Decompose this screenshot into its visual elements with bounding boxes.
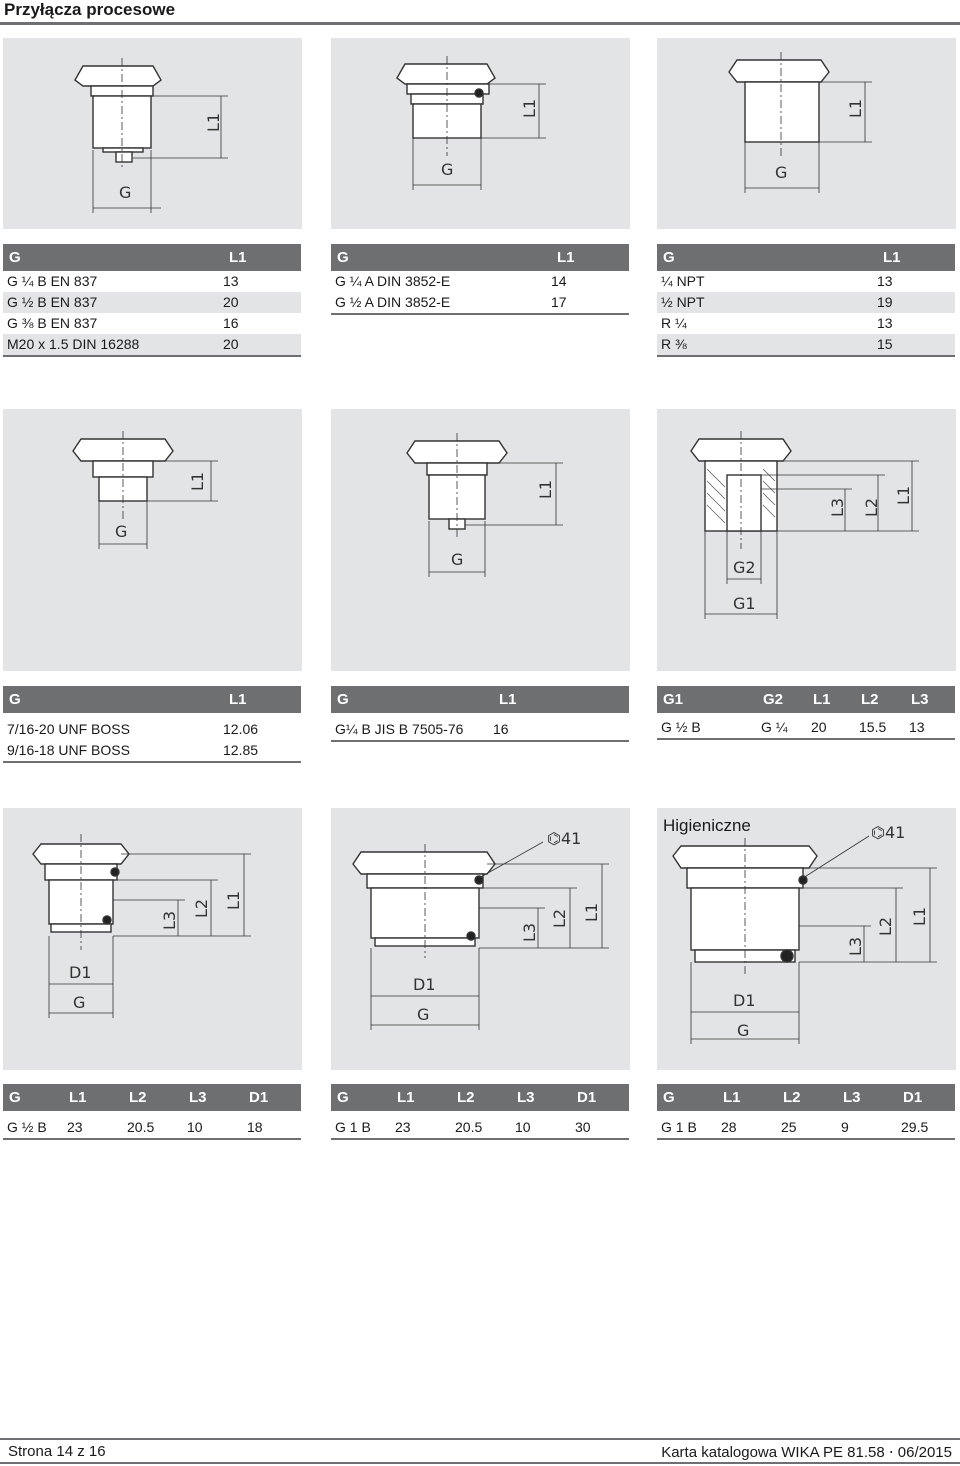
cell: 20 <box>223 334 301 356</box>
cell: G ½ B <box>657 713 757 739</box>
dim-L1: L1 <box>224 890 243 910</box>
col-header: L1 <box>551 244 629 271</box>
table-row <box>657 334 955 356</box>
dim-G: G <box>737 1021 750 1040</box>
cell: 14 <box>551 273 567 289</box>
table-row <box>331 1111 629 1139</box>
col-header: D1 <box>571 1084 629 1111</box>
cell: 23 <box>391 1111 451 1139</box>
col-header: L3 <box>183 1084 243 1111</box>
cell: G ½ B EN 837 <box>3 292 223 313</box>
dim-L3: L3 <box>160 910 179 930</box>
col-header: D1 <box>243 1084 301 1111</box>
dim-L1: L1 <box>188 471 207 491</box>
drawing-8-svg <box>331 808 630 1070</box>
col-header: L1 <box>807 686 855 713</box>
cell: G 1 B <box>331 1111 391 1139</box>
dim-L2: L2 <box>550 908 569 928</box>
dim-G2: G2 <box>733 558 756 577</box>
table-row <box>3 1111 301 1139</box>
drawing-5 <box>331 409 630 671</box>
cell: 29.5 <box>897 1111 955 1139</box>
drawing-2-svg <box>331 38 630 229</box>
col-header: L3 <box>905 686 955 713</box>
drawing-1-svg <box>3 38 302 229</box>
page-number: Strona 14 z 16 <box>8 1443 106 1460</box>
drawing-6 <box>657 409 956 671</box>
cell: 13 <box>223 273 239 289</box>
table-row <box>657 1111 955 1139</box>
drawing-6-svg <box>657 409 956 671</box>
table-3 <box>657 244 955 357</box>
table-row <box>3 292 301 313</box>
cell: 9 <box>837 1111 897 1139</box>
cell: 10 <box>183 1111 243 1139</box>
table-row <box>657 713 955 739</box>
table-row <box>3 334 301 356</box>
table-row <box>657 271 955 292</box>
col-header: L3 <box>837 1084 897 1111</box>
cell: G ½ A DIN 3852-E <box>331 292 551 314</box>
dim-L3: L3 <box>520 922 539 942</box>
cell: ¼ NPT <box>661 273 705 289</box>
col-header: G <box>331 1084 391 1111</box>
dim-L1: L1 <box>582 902 601 922</box>
drawing-7-svg <box>3 808 302 1070</box>
col-header: G <box>331 244 551 271</box>
cell: 7/16-20 UNF BOSS <box>7 721 130 737</box>
col-header: G <box>657 1084 717 1111</box>
cell: 18 <box>243 1111 301 1139</box>
drawing-7 <box>3 808 302 1070</box>
dim-L1: L1 <box>520 98 539 118</box>
cell: 15.5 <box>855 713 905 739</box>
col-header: L2 <box>123 1084 183 1111</box>
col-header: L1 <box>717 1084 777 1111</box>
dim-G: G <box>73 993 86 1012</box>
table-row <box>331 271 629 292</box>
dim-D1: D1 <box>413 975 436 994</box>
cell: 23 <box>63 1111 123 1139</box>
table-row <box>331 713 629 741</box>
col-header: G2 <box>757 686 807 713</box>
table-8 <box>331 1084 629 1140</box>
dim-G: G <box>119 183 132 202</box>
dim-D1: D1 <box>733 991 756 1010</box>
table-4 <box>3 686 301 763</box>
dim-hex: ⌬41 <box>871 823 906 842</box>
col-header: L1 <box>877 244 955 271</box>
cell: G ¼ <box>757 713 807 739</box>
cell: G¼ B JIS B 7505-76 <box>331 713 493 741</box>
col-header: G <box>3 244 223 271</box>
dim-G: G <box>451 550 464 569</box>
col-header: L2 <box>451 1084 511 1111</box>
table-7 <box>3 1084 301 1140</box>
col-header: L3 <box>511 1084 571 1111</box>
cell: 20.5 <box>123 1111 183 1139</box>
footer-bottom-rule <box>0 1462 960 1464</box>
dim-L2: L2 <box>192 898 211 918</box>
cell: 15 <box>877 334 955 356</box>
cell: G ⅜ B EN 837 <box>7 315 98 331</box>
cell: 13 <box>877 273 893 289</box>
drawing-5-svg <box>331 409 630 671</box>
col-header: G <box>3 1084 63 1111</box>
table-row <box>3 271 301 292</box>
table-row <box>657 313 955 334</box>
cell: G ¼ A DIN 3852-E <box>335 273 451 289</box>
dim-G: G <box>775 163 788 182</box>
table-row <box>331 292 629 314</box>
document-reference: Karta katalogowa WIKA PE 81.58 ⋅ 06/2015 <box>661 1444 952 1461</box>
cell: 25 <box>777 1111 837 1139</box>
cell: 10 <box>511 1111 571 1139</box>
dim-L1: L1 <box>910 906 929 926</box>
cell: 12.85 <box>223 740 301 762</box>
cell: 13 <box>877 315 893 331</box>
cell: G ½ B <box>3 1111 63 1139</box>
col-header: G <box>331 686 493 713</box>
cell: 16 <box>223 315 239 331</box>
col-header: G <box>657 244 877 271</box>
drawing-2 <box>331 38 630 229</box>
drawing-1 <box>3 38 302 229</box>
drawing-3-svg <box>657 38 956 229</box>
table-row <box>3 313 301 334</box>
table-9 <box>657 1084 955 1140</box>
cell: 12.06 <box>223 721 259 737</box>
table-row <box>657 292 955 313</box>
page-title: Przyłącza procesowe <box>4 0 176 19</box>
table-2 <box>331 244 629 315</box>
col-header: D1 <box>897 1084 955 1111</box>
cell: 30 <box>571 1111 629 1139</box>
dim-G: G <box>441 160 454 179</box>
dim-L1: L1 <box>894 485 913 505</box>
dim-L1: L1 <box>536 479 555 499</box>
dim-L3: L3 <box>828 497 847 517</box>
table-5 <box>331 686 629 742</box>
dim-hex: ⌬41 <box>547 829 582 848</box>
col-header: L1 <box>391 1084 451 1111</box>
table-row <box>3 713 301 740</box>
cell: 20.5 <box>451 1111 511 1139</box>
drawing-8 <box>331 808 630 1070</box>
cell: 28 <box>717 1111 777 1139</box>
drawing-4 <box>3 409 302 671</box>
drawing-3 <box>657 38 956 229</box>
col-header: L1 <box>223 244 301 271</box>
footer-rule <box>0 1438 960 1440</box>
cell: 17 <box>551 292 629 314</box>
col-header: L2 <box>855 686 905 713</box>
cell: M20 x 1.5 DIN 16288 <box>3 334 223 356</box>
title-rule <box>0 22 960 25</box>
cell: 13 <box>905 713 955 739</box>
cell: R ¼ <box>661 315 687 331</box>
cell: R ⅜ <box>657 334 877 356</box>
drawing-4-svg <box>3 409 302 671</box>
dim-D1: D1 <box>69 963 92 982</box>
dim-L1: L1 <box>204 112 223 132</box>
dim-L3: L3 <box>846 936 865 956</box>
dim-L1: L1 <box>846 98 865 118</box>
col-header: L2 <box>777 1084 837 1111</box>
col-header: L1 <box>223 686 301 713</box>
col-header: L1 <box>63 1084 123 1111</box>
col-header: L1 <box>493 686 629 713</box>
hygienic-label: Higieniczne <box>663 816 751 835</box>
cell: ½ NPT <box>657 292 877 313</box>
dim-G: G <box>417 1005 430 1024</box>
drawing-9 <box>657 808 956 1070</box>
dim-G: G <box>115 522 128 541</box>
table-row <box>3 740 301 762</box>
col-header: G1 <box>657 686 757 713</box>
col-header: G <box>3 686 223 713</box>
dim-L2: L2 <box>862 497 881 517</box>
cell: G ¼ B EN 837 <box>7 273 98 289</box>
drawing-9-svg <box>657 808 956 1070</box>
cell: 20 <box>807 713 855 739</box>
cell: 9/16-18 UNF BOSS <box>3 740 223 762</box>
cell: 16 <box>493 713 629 741</box>
dim-G1: G1 <box>733 594 756 613</box>
cell: G 1 B <box>657 1111 717 1139</box>
table-1 <box>3 244 301 357</box>
cell: 20 <box>223 292 301 313</box>
table-6 <box>657 686 955 740</box>
cell: 19 <box>877 292 955 313</box>
dim-L2: L2 <box>876 916 895 936</box>
